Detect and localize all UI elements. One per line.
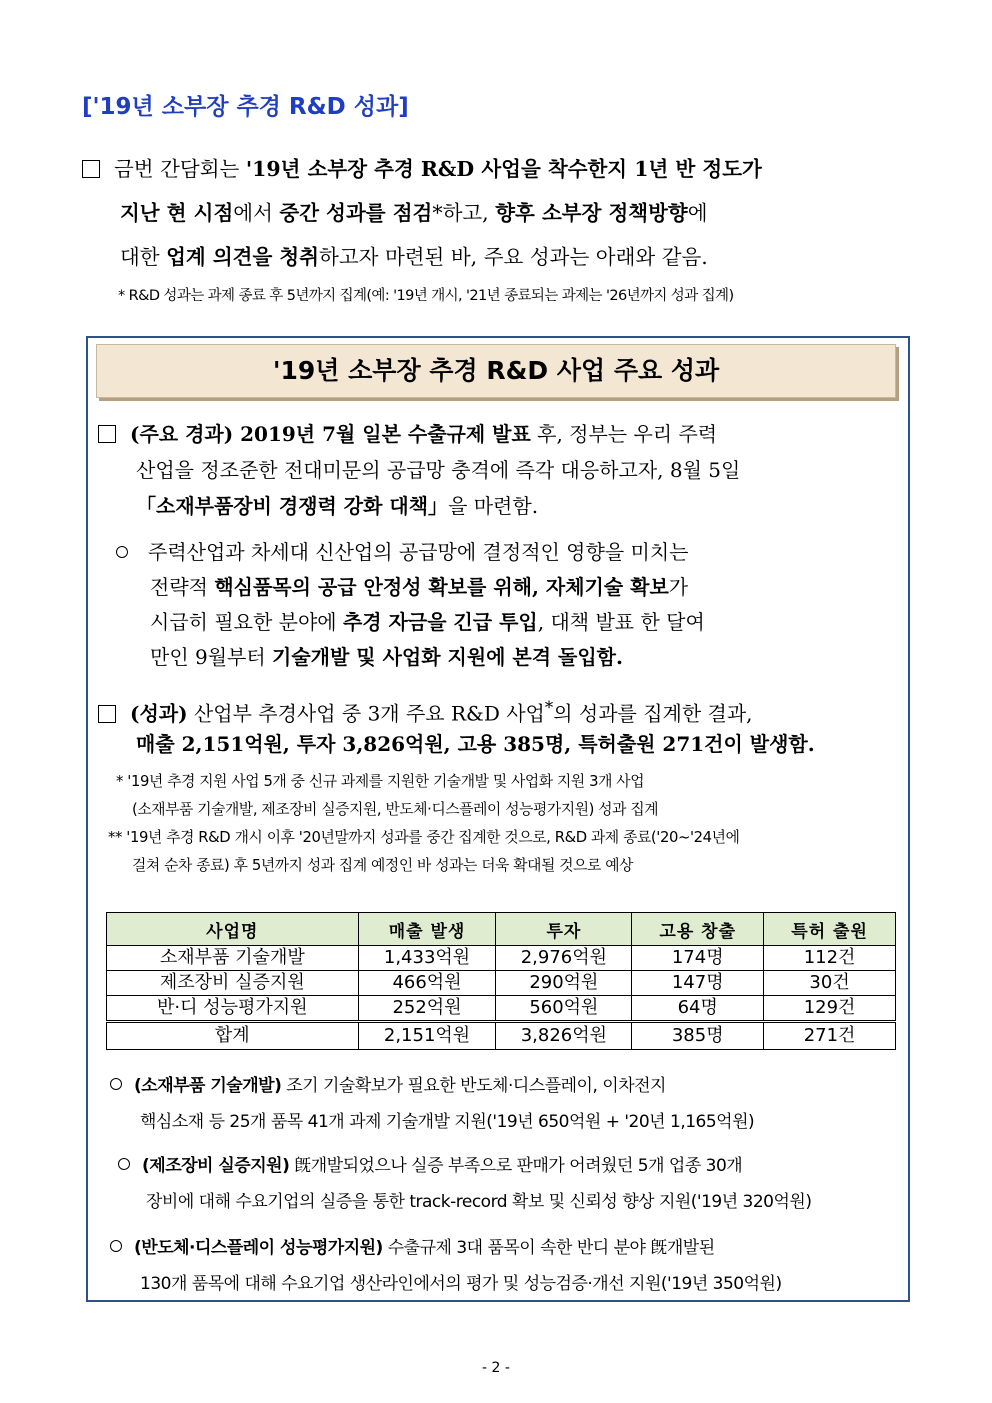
section-sub-progress <box>98 535 908 675</box>
table-cell: 252억원 <box>358 996 496 1022</box>
program-title: (제조장비 실증지원) <box>142 1156 290 1176</box>
table-row <box>107 946 896 971</box>
intro-text: 하고자 마련된 바, 주요 성과는 아래와 같음. <box>319 245 708 269</box>
intro-text: 에서 <box>233 201 280 225</box>
table-cell: 합계 <box>107 1022 359 1050</box>
table-header-cell: 매출 발생 <box>358 913 496 946</box>
footnote-2-cont: 걸쳐 순차 종료) 후 5년까지 성과 집계 예정인 바 성과는 더욱 확대될 것으로 예상 <box>132 857 634 874</box>
program-line-1 <box>110 1148 902 1184</box>
table-cell: 소재부품 기술개발 <box>107 946 359 971</box>
sec1-bold-text: (주요 경과) 2019년 7월 일본 수출규제 발표 <box>130 422 531 446</box>
circle-bullet-icon <box>110 1078 122 1090</box>
program-text: 旣개발되었으나 실증 부족으로 판매가 어려웠던 5개 업종 30개 <box>289 1156 743 1176</box>
table-cell: 1,433억원 <box>358 946 496 971</box>
table-total-row <box>107 1022 896 1050</box>
program-text: 수출규제 3대 품목이 속한 반디 분야 旣개발된 <box>382 1238 715 1258</box>
sec1b-text: 시급히 필요한 분야에 <box>150 610 343 634</box>
results-footnotes <box>108 768 908 880</box>
program-line-2: 핵심소재 등 25개 품목 41개 과제 기술개발 지원('19년 650억원 + '20년 1,165억원) <box>140 1112 755 1132</box>
sec1b-line-2 <box>98 570 908 605</box>
sec1b-line-3 <box>98 605 908 640</box>
table-cell: 290억원 <box>496 971 632 996</box>
footnote-2: ** '19년 추경 R&D 개시 이후 '20년말까지 성과를 중간 집계한 것으로, R&D 과제 종료('20~'24년에 <box>108 829 740 846</box>
results-box-title: '19년 소부장 추경 R&D 사업 주요 성과 <box>96 344 896 398</box>
checkbox-bullet-icon <box>82 160 100 178</box>
circle-bullet-icon <box>116 546 128 558</box>
table-cell: 반·디 성능평가지원 <box>107 996 359 1022</box>
intro-bold-text: 지난 현 시점 <box>120 201 234 225</box>
sec1b-text: 주력산업과 차세대 신산업의 공급망에 결정적인 영향을 미치는 <box>148 540 689 564</box>
section-main-progress <box>98 416 908 524</box>
program-evaluation <box>110 1230 902 1302</box>
table-cell: 466억원 <box>358 971 496 996</box>
intro-bold-text: '19년 소부장 추경 R&D 사업을 착수한지 1년 반 정도가 <box>245 157 762 181</box>
table-cell: 30건 <box>764 971 896 996</box>
table-cell: 147명 <box>632 971 764 996</box>
section-results <box>98 690 908 762</box>
program-title: (반도체·디스플레이 성능평가지원) <box>134 1238 383 1258</box>
intro-text: 대한 <box>120 245 167 269</box>
table-header-cell: 투자 <box>496 913 632 946</box>
sec1b-bold-text: 기술개발 및 사업화 지원에 본격 돌입함. <box>272 645 623 669</box>
sec1b-bold-text: 추경 자금을 긴급 투입 <box>342 610 538 634</box>
table-cell: 64명 <box>632 996 764 1022</box>
sec1b-text: 만인 9월부터 <box>150 645 273 669</box>
sec1-line-1 <box>98 416 908 452</box>
table-cell: 174명 <box>632 946 764 971</box>
sec2-text: 산업부 추경사업 중 3개 주요 R&D 사업 <box>187 701 545 726</box>
program-line-2: 130개 품목에 대해 수요기업 생산라인에서의 평가 및 성능검증·개선 지원('19년 350억원) <box>140 1274 782 1294</box>
sec1-line-3 <box>98 488 908 524</box>
sec1-text: 을 마련함. <box>448 494 539 518</box>
footnote-marker: * <box>544 698 554 717</box>
section-heading: ['19년 소부장 추경 R&D 성과] <box>82 94 409 120</box>
sec2-line-1 <box>98 690 908 726</box>
table-cell: 385명 <box>632 1022 764 1050</box>
intro-footnote: * R&D 성과는 과제 종료 후 5년까지 집계(예: '19년 개시, '21년 종료되는 과제는 '26년까지 성과 집계) <box>118 288 734 304</box>
table-cell: 제조장비 실증지원 <box>107 971 359 996</box>
intro-paragraph <box>82 152 912 284</box>
program-line-1 <box>110 1230 902 1266</box>
sec2-text: 의 성과를 집계한 결과, <box>553 701 753 726</box>
sec1b-text: 전략적 <box>150 575 215 599</box>
footnote-1: * '19년 추경 지원 사업 5개 중 신규 과제를 지원한 기술개발 및 사업화 지원 3개 사업 <box>116 773 645 790</box>
intro-line-1 <box>82 152 912 196</box>
intro-bold-text: 향후 소부장 정책방향 <box>495 201 688 225</box>
table-row <box>107 971 896 996</box>
intro-line-2 <box>82 196 912 240</box>
program-text: 조기 기술확보가 필요한 반도체·디스플레이, 이차전지 <box>281 1076 666 1096</box>
intro-text: *하고, <box>432 201 496 225</box>
table-cell: 560억원 <box>496 996 632 1022</box>
table-cell: 2,976억원 <box>496 946 632 971</box>
program-line-2: 장비에 대해 수요기업의 실증을 통한 track-record 확보 및 신뢰성 향상 지원('19년 320억원) <box>146 1192 812 1212</box>
sec2-bold-text: (성과) <box>130 701 188 726</box>
table-cell: 3,826억원 <box>496 1022 632 1050</box>
page-number: - 2 - <box>482 1360 510 1376</box>
intro-bold-text: 중간 성과를 점검 <box>279 201 433 225</box>
table-cell: 271건 <box>764 1022 896 1050</box>
circle-bullet-icon <box>110 1240 122 1252</box>
table-header-cell: 고용 창출 <box>632 913 764 946</box>
sec1b-line-4 <box>98 640 908 675</box>
policy-title: 「소재부품장비 경쟁력 강화 대책」 <box>136 494 449 518</box>
program-line-1 <box>110 1068 902 1104</box>
table-cell: 129건 <box>764 996 896 1022</box>
sec1b-text: , 대책 발표 한 달여 <box>537 610 705 634</box>
program-title: (소재부품 기술개발) <box>134 1076 282 1096</box>
sec1b-text: 가 <box>668 575 689 599</box>
program-equipment <box>110 1148 902 1220</box>
sec1b-bold-text: 핵심품목의 공급 안정성 확보를 위해, 자체기술 확보 <box>214 575 669 599</box>
table-row <box>107 996 896 1022</box>
sec1-line-2: 산업을 정조준한 전대미문의 공급망 충격에 즉각 대응하고자, 8월 5일 <box>136 458 741 482</box>
intro-text: 금번 간담회는 <box>114 157 246 181</box>
checkbox-bullet-icon <box>98 705 116 723</box>
checkbox-bullet-icon <box>98 425 116 443</box>
intro-line-3 <box>82 240 912 284</box>
footnote-1-cont: (소재부품 기술개발, 제조장비 실증지원, 반도체·디스플레이 성능평가지원) 성과 집계 <box>132 801 659 818</box>
table-cell: 2,151억원 <box>358 1022 496 1050</box>
table-header-cell: 사업명 <box>107 913 359 946</box>
circle-bullet-icon <box>118 1158 130 1170</box>
table-cell: 112건 <box>764 946 896 971</box>
table-header-cell: 특허 출원 <box>764 913 896 946</box>
intro-text: 에 <box>687 201 708 225</box>
intro-bold-text: 업계 의견을 청취 <box>166 245 320 269</box>
sec2-summary-line: 매출 2,151억원, 투자 3,826억원, 고용 385명, 특허출원 271건이 발생함. <box>136 732 815 756</box>
table-header-row <box>107 913 896 946</box>
sec1b-line-1 <box>98 535 908 570</box>
sec1-text: 후, 정부는 우리 주력 <box>530 422 718 446</box>
results-table <box>106 912 896 1050</box>
program-materials <box>110 1068 902 1140</box>
